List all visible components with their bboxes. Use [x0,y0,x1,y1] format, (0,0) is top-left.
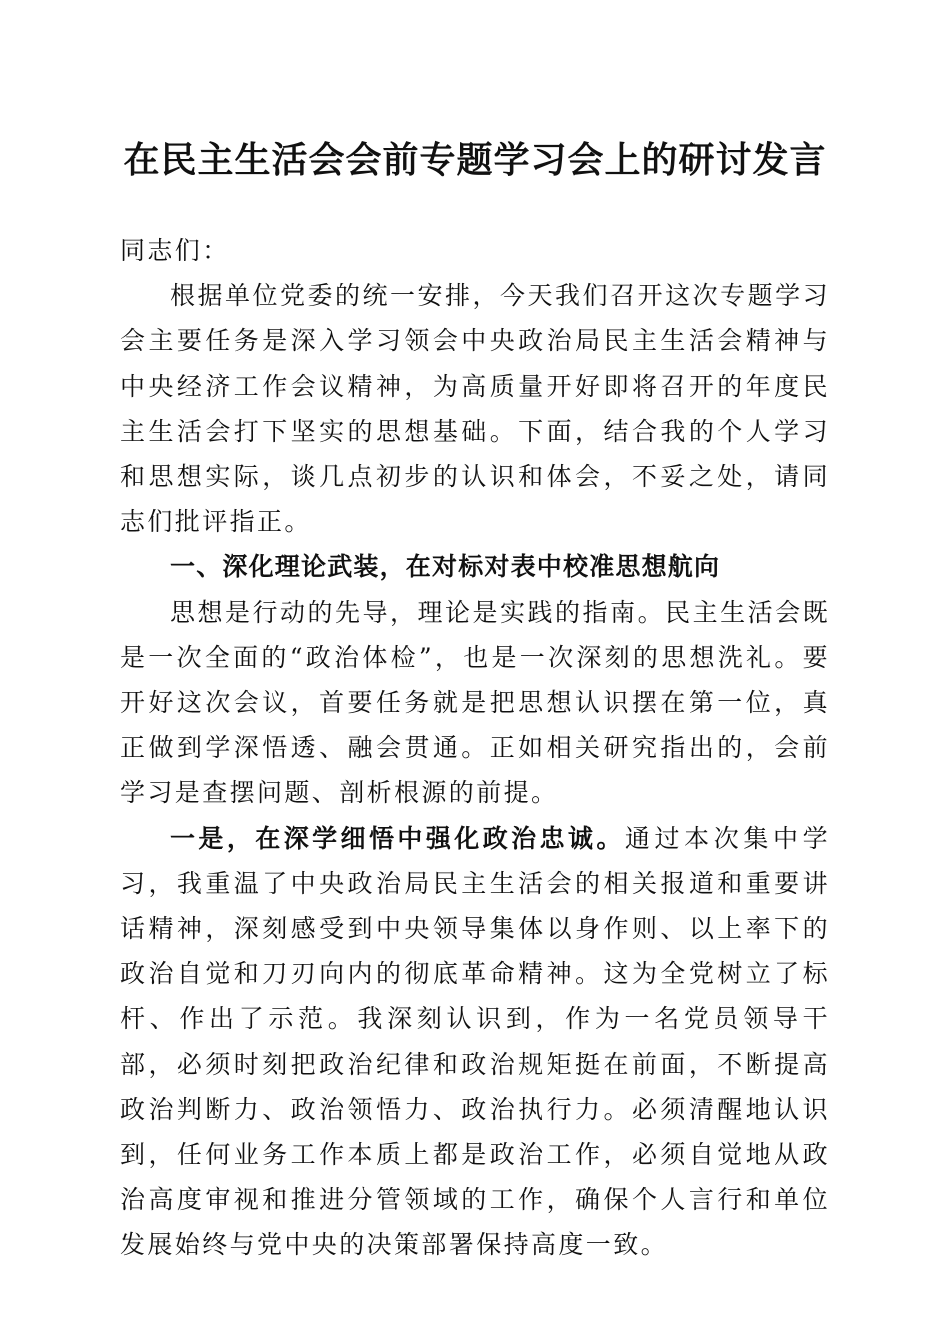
point-1-lead: 一是，在深学细悟中强化政治忠诚。 [170,823,625,853]
document-title: 在民主生活会会前专题学习会上的研讨发言 [123,139,827,181]
point-1-paragraph [120,816,830,1268]
document-body [120,228,830,1268]
salutation: 同志们： [120,236,230,265]
intro-paragraph: 根据单位党委的统一安排，今天我们召开这次专题学习会主要任务是深入学习领会中央政治局民主生活会精神与中央经济工作会议精神，为高质量开好即将召开的年度民主生活会打下坚实的思想基础。下面，结合我的个人学习和思想实际，谈几点初步的认识和体会，不妥之处，请同志们批评指正。 [120,281,830,537]
point-1-text: 通过本次集中学习，我重温了中央政治局民主生活会的相关报道和重要讲话精神，深刻感受到中央领导集体以身作则、以上率下的政治自觉和刀刃向内的彻底革命精神。这为全党树立了标杆、作出了示范。我深刻认识到，作为一名党员领导干部，必须时刻把政治纪律和政治规矩挺在前面，不断提高政治判断力、政治领悟力、政治执行力。必须清醒地认识到，任何业务工作本质上都是政治工作，必须自觉地从政治高度审视和推进分管领域的工作，确保个人言行和单位发展始终与党中央的决策部署保持高度一致。 [120,823,830,1260]
section-1-paragraph: 思想是行动的先导，理论是实践的指南。民主生活会既是一次全面的“政治体检”，也是一次深刻的思想洗礼。要开好这次会议，首要任务就是把思想认识摆在第一位，真正做到学深悟透、融会贯通。正如相关研究指出的，会前学习是查摆问题、剖析根源的前提。 [120,597,830,808]
section-heading-1: 一、深化理论武装，在对标对表中校准思想航向 [170,552,721,582]
